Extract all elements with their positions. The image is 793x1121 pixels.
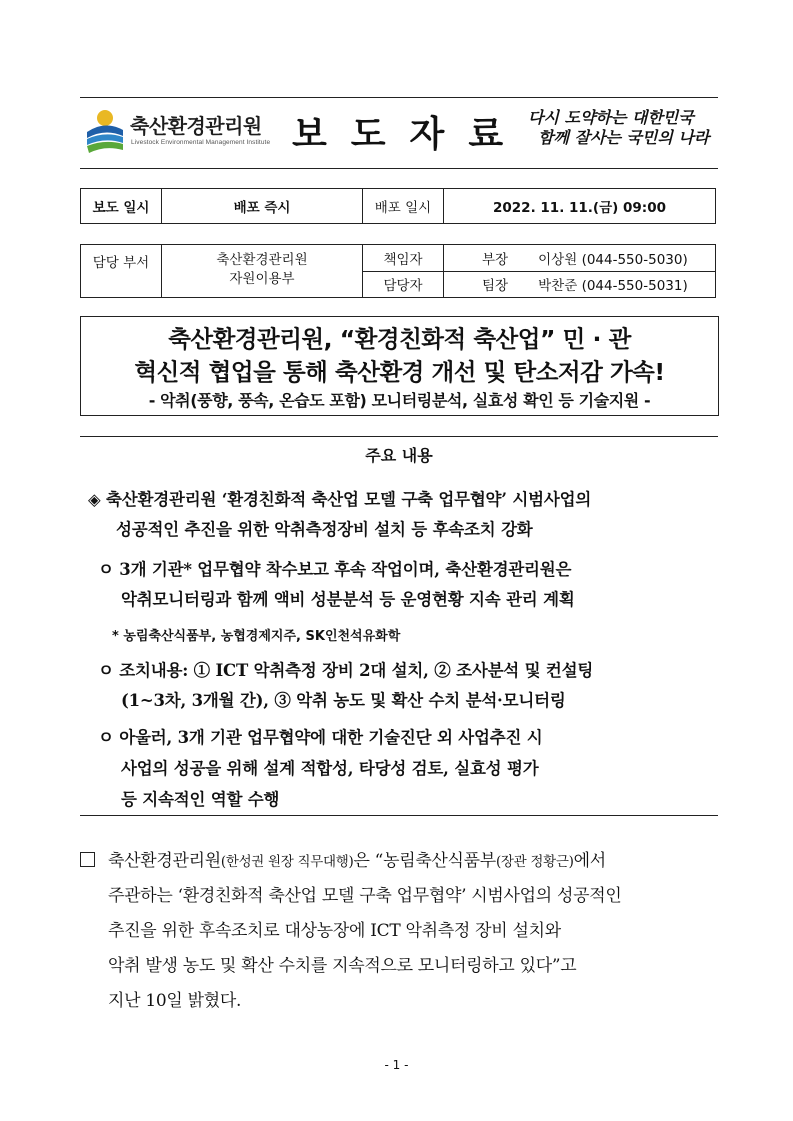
headline-subline: - 악취(풍향, 풍속, 온습도 포함) 모니터링분석, 실효성 확인 등 기술지원 - xyxy=(148,391,651,410)
distribution-date-value: 2022. 11. 11.(금) 09:00 xyxy=(444,189,716,224)
body-line-3: 추진을 위한 후속조치로 대상농장에 ICT 악취측정 장비 설치와 xyxy=(108,921,561,941)
release-date-label: 보도 일시 xyxy=(81,189,162,224)
department-line-1: 축산환경관리원 xyxy=(216,252,308,268)
institute-logo-icon xyxy=(86,108,124,154)
bullet-1-line-1: ㅇ 3개 기관* 업무협약 착수보고 후속 작업이며, 축산환경관리원은 xyxy=(98,560,572,579)
staff-contact xyxy=(444,271,716,298)
headline-box xyxy=(80,316,719,416)
body-line-1-end: 에서 xyxy=(573,851,606,871)
staff-name: 박찬준 xyxy=(538,278,578,295)
department-label: 담당 부서 xyxy=(81,245,162,298)
body-ministry-note: (장관 정황근) xyxy=(495,854,574,870)
slogan xyxy=(528,108,709,148)
slogan-line-1: 다시 도약하는 대한민국 xyxy=(528,108,694,127)
department-name xyxy=(162,245,363,298)
body-quote-start: 은 “농림축산식품부 xyxy=(353,851,496,871)
department-line-2: 자원이용부 xyxy=(229,271,295,287)
footnote-agencies: * 농림축산식품부, 농협경제지주, SK인천석유화학 xyxy=(112,629,401,644)
role-staff-label: 담당자 xyxy=(363,271,444,298)
summary-title: 주요 내용 xyxy=(365,446,433,465)
bullet-3-line-3: 등 지속적인 역할 수행 xyxy=(121,790,280,809)
bullet-2-line-1: ㅇ 조치내용: ① ICT 악취측정 장비 2대 설치, ② 조사분석 및 컨설팅 xyxy=(98,661,594,680)
body-line-4: 악취 발생 농도 및 확산 수치를 지속적으로 모니터링하고 있다”고 xyxy=(108,956,577,976)
press-release-title: 보도자료 xyxy=(292,114,528,155)
logo-subtitle: Livestock Environmental Management Institute xyxy=(131,139,271,146)
headline-line-2: 혁신적 협업을 통해 축산환경 개선 및 탄소저감 가속! xyxy=(134,358,665,386)
body-org-note: (한성권 원장 직무대행) xyxy=(220,854,354,870)
body-org: 축산환경관리원 xyxy=(108,851,221,871)
release-table xyxy=(80,188,716,224)
manager-phone: (044-550-5030) xyxy=(581,251,688,268)
summary-diamond-line-2: 성공적인 추진을 위한 악취측정장비 설치 등 후속조치 강화 xyxy=(116,520,533,539)
slogan-line-2: 함께 잘사는 국민의 나라 xyxy=(538,128,710,147)
body-line-2: 주관하는 ‘환경친화적 축산업 모델 구축 업무협약’ 시범사업의 성공적인 xyxy=(108,886,622,906)
release-date-value: 배포 즉시 xyxy=(162,189,363,224)
logo-name: 축산환경관리원 xyxy=(130,114,262,138)
staff-title: 팀장 xyxy=(482,278,509,295)
contact-table xyxy=(80,244,716,298)
bullet-2-line-2: (1~3차, 3개월 간), ③ 악취 농도 및 확산 수치 분석·모니터링 xyxy=(121,691,566,710)
manager-name: 이상원 xyxy=(538,251,578,268)
body-line-5: 지난 10일 밝혔다. xyxy=(108,991,242,1011)
bullet-3-line-2: 사업의 성공을 위해 설계 적합성, 타당성 검토, 실효성 평가 xyxy=(121,759,539,778)
body-line-1 xyxy=(108,846,606,871)
header-top-rule xyxy=(80,97,718,98)
header-bottom-rule xyxy=(80,168,718,169)
page-number: - 1 - xyxy=(384,1058,409,1072)
bullet-1-line-2: 악취모니터링과 함께 액비 성분분석 등 운영현황 지속 관리 계획 xyxy=(121,590,575,609)
bullet-3-line-1: ㅇ 아울러, 3개 기관 업무협약에 대한 기술진단 외 사업추진 시 xyxy=(98,728,543,747)
summary-diamond-line-1: ◈ 축산환경관리원 ‘환경친화적 축산업 모델 구축 업무협약’ 시범사업의 xyxy=(88,490,592,509)
manager-contact xyxy=(444,245,716,272)
distribution-date-label: 배포 일시 xyxy=(363,189,444,224)
role-manager-label: 책임자 xyxy=(363,245,444,272)
paragraph-checkbox-icon xyxy=(80,852,95,867)
staff-phone: (044-550-5031) xyxy=(581,278,688,295)
headline-line-1: 축산환경관리원, “환경친화적 축산업” 민 · 관 xyxy=(168,325,631,353)
manager-title: 부장 xyxy=(482,251,509,268)
